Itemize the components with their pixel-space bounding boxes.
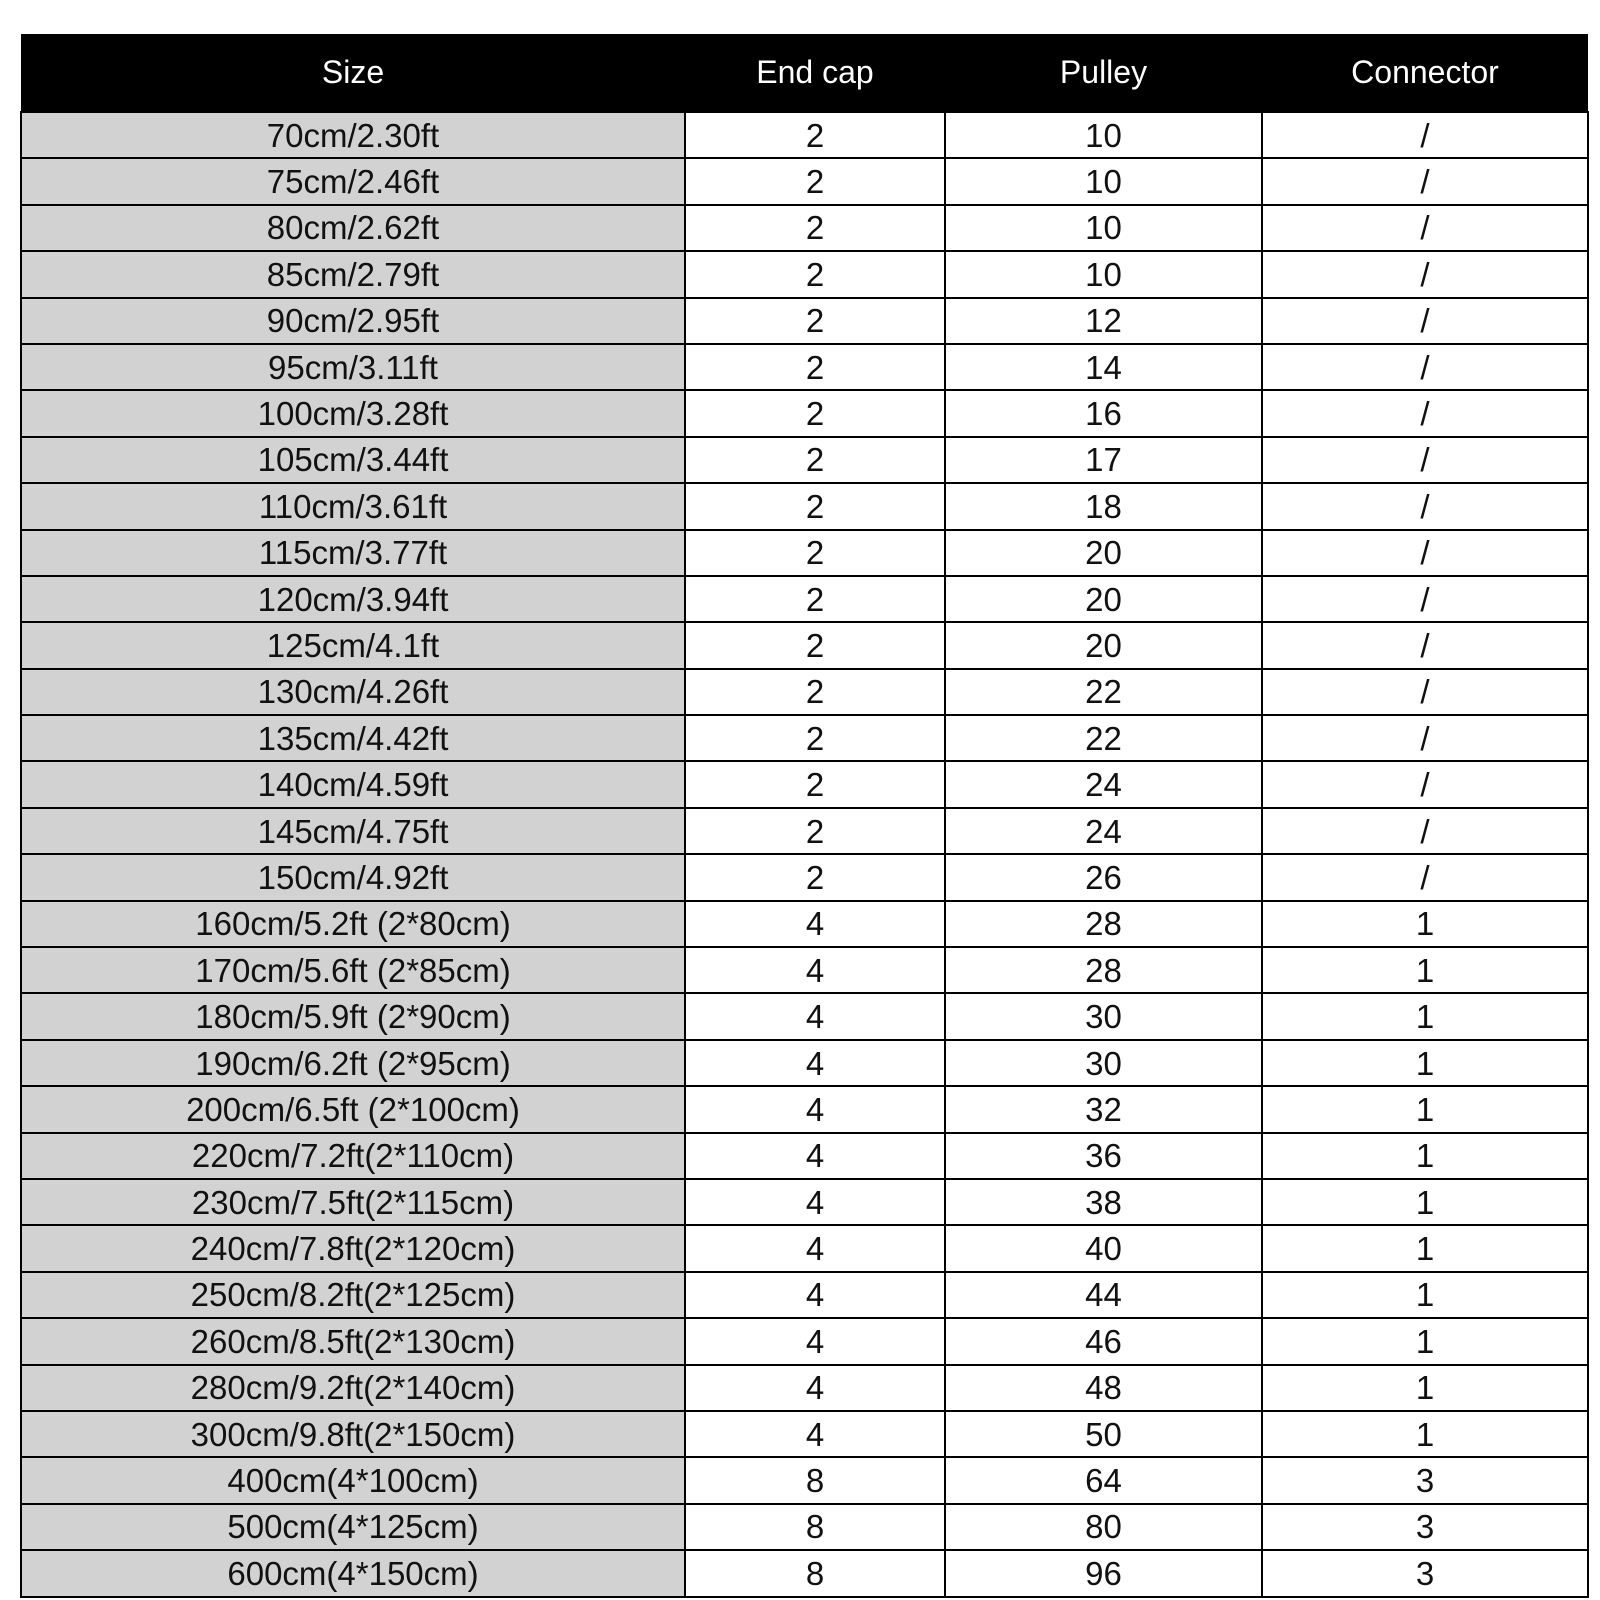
- table-row: [21, 112, 1588, 158]
- pulley-cell: 22: [945, 669, 1262, 715]
- pulley-cell: 46: [945, 1318, 1262, 1364]
- size-cell: 105cm/3.44ft: [21, 437, 685, 483]
- connector-cell: /: [1262, 761, 1588, 807]
- size-cell: 600cm(4*150cm): [21, 1550, 685, 1596]
- end-cap-cell: 2: [685, 715, 945, 761]
- table-row: [21, 1457, 1588, 1503]
- connector-cell: /: [1262, 854, 1588, 900]
- connector-cell: 3: [1262, 1457, 1588, 1503]
- connector-cell: /: [1262, 437, 1588, 483]
- size-cell: 125cm/4.1ft: [21, 622, 685, 668]
- connector-cell: /: [1262, 483, 1588, 529]
- table-header: [21, 34, 1588, 112]
- pulley-cell: 24: [945, 761, 1262, 807]
- pulley-cell: 17: [945, 437, 1262, 483]
- size-cell: 70cm/2.30ft: [21, 112, 685, 158]
- pulley-cell: 10: [945, 205, 1262, 251]
- end-cap-cell: 8: [685, 1550, 945, 1596]
- size-cell: 120cm/3.94ft: [21, 576, 685, 622]
- connector-cell: /: [1262, 112, 1588, 158]
- table-row: [21, 483, 1588, 529]
- table-row: [21, 1040, 1588, 1086]
- table-row: [21, 390, 1588, 436]
- connector-cell: /: [1262, 622, 1588, 668]
- table-row: [21, 1272, 1588, 1318]
- size-cell: 130cm/4.26ft: [21, 669, 685, 715]
- size-cell: 90cm/2.95ft: [21, 298, 685, 344]
- end-cap-cell: 2: [685, 483, 945, 529]
- pulley-cell: 96: [945, 1550, 1262, 1596]
- pulley-cell: 40: [945, 1225, 1262, 1271]
- connector-cell: 1: [1262, 1086, 1588, 1132]
- end-cap-cell: 4: [685, 1272, 945, 1318]
- table-row: [21, 437, 1588, 483]
- connector-cell: 1: [1262, 1225, 1588, 1271]
- connector-cell: /: [1262, 205, 1588, 251]
- end-cap-cell: 2: [685, 622, 945, 668]
- table-row: [21, 1504, 1588, 1550]
- table-row: [21, 205, 1588, 251]
- pulley-cell: 38: [945, 1179, 1262, 1225]
- table-row: [21, 947, 1588, 993]
- header-pulley: Pulley: [945, 34, 1262, 112]
- pulley-cell: 10: [945, 112, 1262, 158]
- table-body: [21, 112, 1588, 1597]
- table-row: [21, 158, 1588, 204]
- pulley-cell: 28: [945, 947, 1262, 993]
- end-cap-cell: 4: [685, 1179, 945, 1225]
- table-row: [21, 808, 1588, 854]
- size-table: [20, 34, 1589, 1598]
- end-cap-cell: 4: [685, 901, 945, 947]
- end-cap-cell: 2: [685, 530, 945, 576]
- table-row: [21, 854, 1588, 900]
- table-row: [21, 1550, 1588, 1596]
- pulley-cell: 16: [945, 390, 1262, 436]
- table-row: [21, 715, 1588, 761]
- pulley-cell: 32: [945, 1086, 1262, 1132]
- pulley-cell: 18: [945, 483, 1262, 529]
- table-row: [21, 1411, 1588, 1457]
- connector-cell: /: [1262, 715, 1588, 761]
- pulley-cell: 36: [945, 1133, 1262, 1179]
- size-cell: 135cm/4.42ft: [21, 715, 685, 761]
- pulley-cell: 22: [945, 715, 1262, 761]
- end-cap-cell: 2: [685, 112, 945, 158]
- table-row: [21, 1179, 1588, 1225]
- size-cell: 400cm(4*100cm): [21, 1457, 685, 1503]
- size-cell: 160cm/5.2ft (2*80cm): [21, 901, 685, 947]
- table-row: [21, 530, 1588, 576]
- pulley-cell: 10: [945, 158, 1262, 204]
- connector-cell: 1: [1262, 1365, 1588, 1411]
- size-cell: 190cm/6.2ft (2*95cm): [21, 1040, 685, 1086]
- header-end-cap: End cap: [685, 34, 945, 112]
- connector-cell: /: [1262, 576, 1588, 622]
- end-cap-cell: 2: [685, 344, 945, 390]
- connector-cell: 1: [1262, 1040, 1588, 1086]
- pulley-cell: 14: [945, 344, 1262, 390]
- size-cell: 145cm/4.75ft: [21, 808, 685, 854]
- table-row: [21, 1225, 1588, 1271]
- pulley-cell: 30: [945, 993, 1262, 1039]
- size-cell: 95cm/3.11ft: [21, 344, 685, 390]
- size-cell: 80cm/2.62ft: [21, 205, 685, 251]
- table-row: [21, 901, 1588, 947]
- size-cell: 180cm/5.9ft (2*90cm): [21, 993, 685, 1039]
- size-cell: 100cm/3.28ft: [21, 390, 685, 436]
- end-cap-cell: 2: [685, 298, 945, 344]
- end-cap-cell: 4: [685, 1040, 945, 1086]
- table-row: [21, 761, 1588, 807]
- size-cell: 300cm/9.8ft(2*150cm): [21, 1411, 685, 1457]
- end-cap-cell: 4: [685, 1133, 945, 1179]
- connector-cell: 1: [1262, 1318, 1588, 1364]
- connector-cell: /: [1262, 530, 1588, 576]
- table-row: [21, 1318, 1588, 1364]
- size-cell: 220cm/7.2ft(2*110cm): [21, 1133, 685, 1179]
- size-cell: 140cm/4.59ft: [21, 761, 685, 807]
- pulley-cell: 80: [945, 1504, 1262, 1550]
- size-cell: 250cm/8.2ft(2*125cm): [21, 1272, 685, 1318]
- connector-cell: 1: [1262, 1272, 1588, 1318]
- table-row: [21, 344, 1588, 390]
- table-row: [21, 1086, 1588, 1132]
- connector-cell: /: [1262, 344, 1588, 390]
- size-cell: 240cm/7.8ft(2*120cm): [21, 1225, 685, 1271]
- pulley-cell: 20: [945, 530, 1262, 576]
- end-cap-cell: 4: [685, 1365, 945, 1411]
- table-row: [21, 251, 1588, 297]
- table-row: [21, 1365, 1588, 1411]
- end-cap-cell: 4: [685, 1225, 945, 1271]
- connector-cell: 1: [1262, 993, 1588, 1039]
- end-cap-cell: 4: [685, 1318, 945, 1364]
- connector-cell: /: [1262, 158, 1588, 204]
- connector-cell: 1: [1262, 901, 1588, 947]
- table-row: [21, 576, 1588, 622]
- end-cap-cell: 8: [685, 1504, 945, 1550]
- end-cap-cell: 2: [685, 390, 945, 436]
- pulley-cell: 12: [945, 298, 1262, 344]
- end-cap-cell: 4: [685, 993, 945, 1039]
- connector-cell: /: [1262, 669, 1588, 715]
- connector-cell: /: [1262, 298, 1588, 344]
- table-row: [21, 1133, 1588, 1179]
- connector-cell: 3: [1262, 1550, 1588, 1596]
- end-cap-cell: 2: [685, 158, 945, 204]
- pulley-cell: 20: [945, 576, 1262, 622]
- end-cap-cell: 2: [685, 669, 945, 715]
- connector-cell: 1: [1262, 1411, 1588, 1457]
- end-cap-cell: 2: [685, 437, 945, 483]
- pulley-cell: 24: [945, 808, 1262, 854]
- size-cell: 150cm/4.92ft: [21, 854, 685, 900]
- table-row: [21, 669, 1588, 715]
- end-cap-cell: 4: [685, 1411, 945, 1457]
- header-connector: Connector: [1262, 34, 1588, 112]
- end-cap-cell: 2: [685, 761, 945, 807]
- header-row: [21, 34, 1588, 112]
- size-cell: 200cm/6.5ft (2*100cm): [21, 1086, 685, 1132]
- end-cap-cell: 2: [685, 576, 945, 622]
- end-cap-cell: 8: [685, 1457, 945, 1503]
- connector-cell: /: [1262, 390, 1588, 436]
- connector-cell: /: [1262, 808, 1588, 854]
- pulley-cell: 10: [945, 251, 1262, 297]
- table-row: [21, 622, 1588, 668]
- size-cell: 260cm/8.5ft(2*130cm): [21, 1318, 685, 1364]
- end-cap-cell: 2: [685, 854, 945, 900]
- end-cap-cell: 4: [685, 1086, 945, 1132]
- connector-cell: /: [1262, 251, 1588, 297]
- connector-cell: 1: [1262, 1133, 1588, 1179]
- pulley-cell: 44: [945, 1272, 1262, 1318]
- size-cell: 75cm/2.46ft: [21, 158, 685, 204]
- pulley-cell: 28: [945, 901, 1262, 947]
- size-cell: 170cm/5.6ft (2*85cm): [21, 947, 685, 993]
- connector-cell: 1: [1262, 947, 1588, 993]
- pulley-cell: 48: [945, 1365, 1262, 1411]
- table-row: [21, 298, 1588, 344]
- connector-cell: 1: [1262, 1179, 1588, 1225]
- size-cell: 110cm/3.61ft: [21, 483, 685, 529]
- end-cap-cell: 2: [685, 808, 945, 854]
- pulley-cell: 50: [945, 1411, 1262, 1457]
- end-cap-cell: 2: [685, 205, 945, 251]
- header-size: Size: [21, 34, 685, 112]
- size-cell: 230cm/7.5ft(2*115cm): [21, 1179, 685, 1225]
- end-cap-cell: 4: [685, 947, 945, 993]
- size-chart: [20, 34, 1587, 1598]
- pulley-cell: 30: [945, 1040, 1262, 1086]
- pulley-cell: 64: [945, 1457, 1262, 1503]
- table-row: [21, 993, 1588, 1039]
- end-cap-cell: 2: [685, 251, 945, 297]
- pulley-cell: 26: [945, 854, 1262, 900]
- pulley-cell: 20: [945, 622, 1262, 668]
- size-cell: 280cm/9.2ft(2*140cm): [21, 1365, 685, 1411]
- connector-cell: 3: [1262, 1504, 1588, 1550]
- size-cell: 85cm/2.79ft: [21, 251, 685, 297]
- size-cell: 115cm/3.77ft: [21, 530, 685, 576]
- size-cell: 500cm(4*125cm): [21, 1504, 685, 1550]
